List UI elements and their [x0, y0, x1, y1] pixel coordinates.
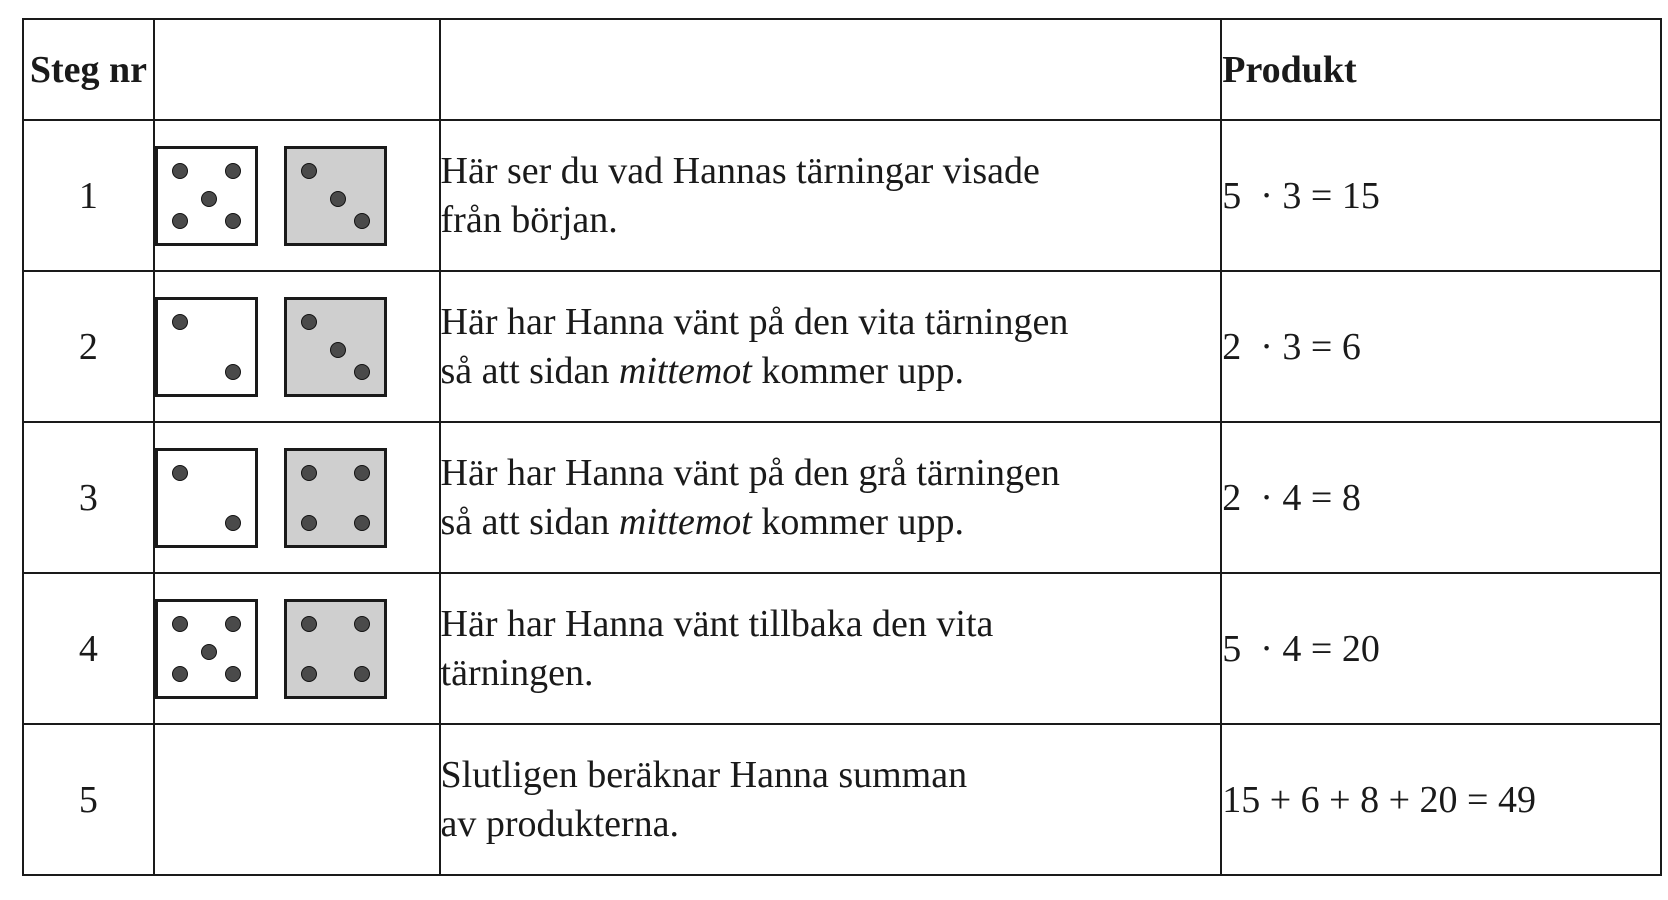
die-pip	[354, 616, 370, 632]
die-pip	[354, 465, 370, 481]
die-pip	[354, 364, 370, 380]
description-header	[440, 19, 1222, 120]
die-pip	[301, 314, 317, 330]
die-pip	[225, 666, 241, 682]
die-pip	[301, 515, 317, 531]
white-die	[155, 599, 258, 699]
white-die	[155, 297, 258, 397]
description-line	[441, 347, 1221, 396]
description-emphasis: mittemot	[618, 500, 752, 543]
description-line	[441, 649, 1221, 698]
description-line	[441, 800, 1221, 849]
die-pip	[172, 163, 188, 179]
description-line: Här har Hanna vänt på den vita tärningen	[440, 300, 1069, 343]
product-value: 5 · 4 = 20	[1221, 573, 1661, 724]
description-text: av produkterna.	[440, 802, 679, 845]
description-text: tärningen.	[440, 651, 594, 694]
description-line	[441, 498, 1221, 547]
die-pip	[354, 213, 370, 229]
die-pip	[201, 644, 217, 660]
grey-die	[284, 448, 387, 548]
die-pip	[354, 515, 370, 531]
dice-cell	[154, 573, 440, 724]
dice-cell	[154, 271, 440, 422]
step-description	[440, 120, 1222, 271]
product-value: 2 · 4 = 8	[1221, 422, 1661, 573]
die-pip	[354, 666, 370, 682]
description-text: så att sidan	[440, 500, 619, 543]
step-number-header: Steg nr	[23, 19, 154, 120]
die-pip	[225, 616, 241, 632]
die-pip	[172, 616, 188, 632]
description-line: Här har Hanna vänt på den grå tärningen	[440, 451, 1060, 494]
die-pip	[172, 213, 188, 229]
product-value: 2 · 3 = 6	[1221, 271, 1661, 422]
description-line: Här ser du vad Hannas tärningar visade	[440, 149, 1040, 192]
product-value: 15 + 6 + 8 + 20 = 49	[1221, 724, 1661, 875]
die-pip	[172, 314, 188, 330]
grey-die	[284, 599, 387, 699]
die-pip	[225, 364, 241, 380]
dice-header	[154, 19, 440, 120]
step-row	[23, 573, 1661, 724]
description-text: kommer upp.	[751, 500, 964, 543]
step-number: 2	[23, 271, 154, 422]
step-number: 1	[23, 120, 154, 271]
die-pip	[301, 163, 317, 179]
step-row	[23, 724, 1661, 875]
white-die	[155, 448, 258, 548]
description-line: Slutligen beräknar Hanna summan	[440, 753, 968, 796]
step-row	[23, 422, 1661, 573]
grey-die	[284, 146, 387, 246]
dice-cell	[154, 422, 440, 573]
die-pip	[301, 465, 317, 481]
description-line	[441, 196, 1221, 245]
step-number: 3	[23, 422, 154, 573]
die-pip	[330, 191, 346, 207]
product-header: Produkt	[1221, 19, 1661, 120]
step-description	[440, 422, 1222, 573]
description-emphasis: mittemot	[618, 349, 752, 392]
description-line: Här har Hanna vänt tillbaka den vita	[440, 602, 994, 645]
step-number: 5	[23, 724, 154, 875]
die-pip	[225, 163, 241, 179]
dice-cell	[154, 120, 440, 271]
step-row	[23, 271, 1661, 422]
die-pip	[172, 666, 188, 682]
step-row	[23, 120, 1661, 271]
die-pip	[301, 666, 317, 682]
die-pip	[225, 213, 241, 229]
die-pip	[225, 515, 241, 531]
die-pip	[301, 616, 317, 632]
step-description	[440, 573, 1222, 724]
step-description	[440, 724, 1222, 875]
description-text: så att sidan	[440, 349, 619, 392]
product-value: 5 · 3 = 15	[1221, 120, 1661, 271]
step-description	[440, 271, 1222, 422]
step-number: 4	[23, 573, 154, 724]
grey-die	[284, 297, 387, 397]
header-row	[23, 19, 1661, 120]
description-text: från början.	[440, 198, 618, 241]
die-pip	[172, 465, 188, 481]
steps-table	[22, 18, 1662, 876]
dice-cell	[154, 724, 440, 875]
die-pip	[201, 191, 217, 207]
die-pip	[330, 342, 346, 358]
description-text: kommer upp.	[751, 349, 964, 392]
white-die	[155, 146, 258, 246]
